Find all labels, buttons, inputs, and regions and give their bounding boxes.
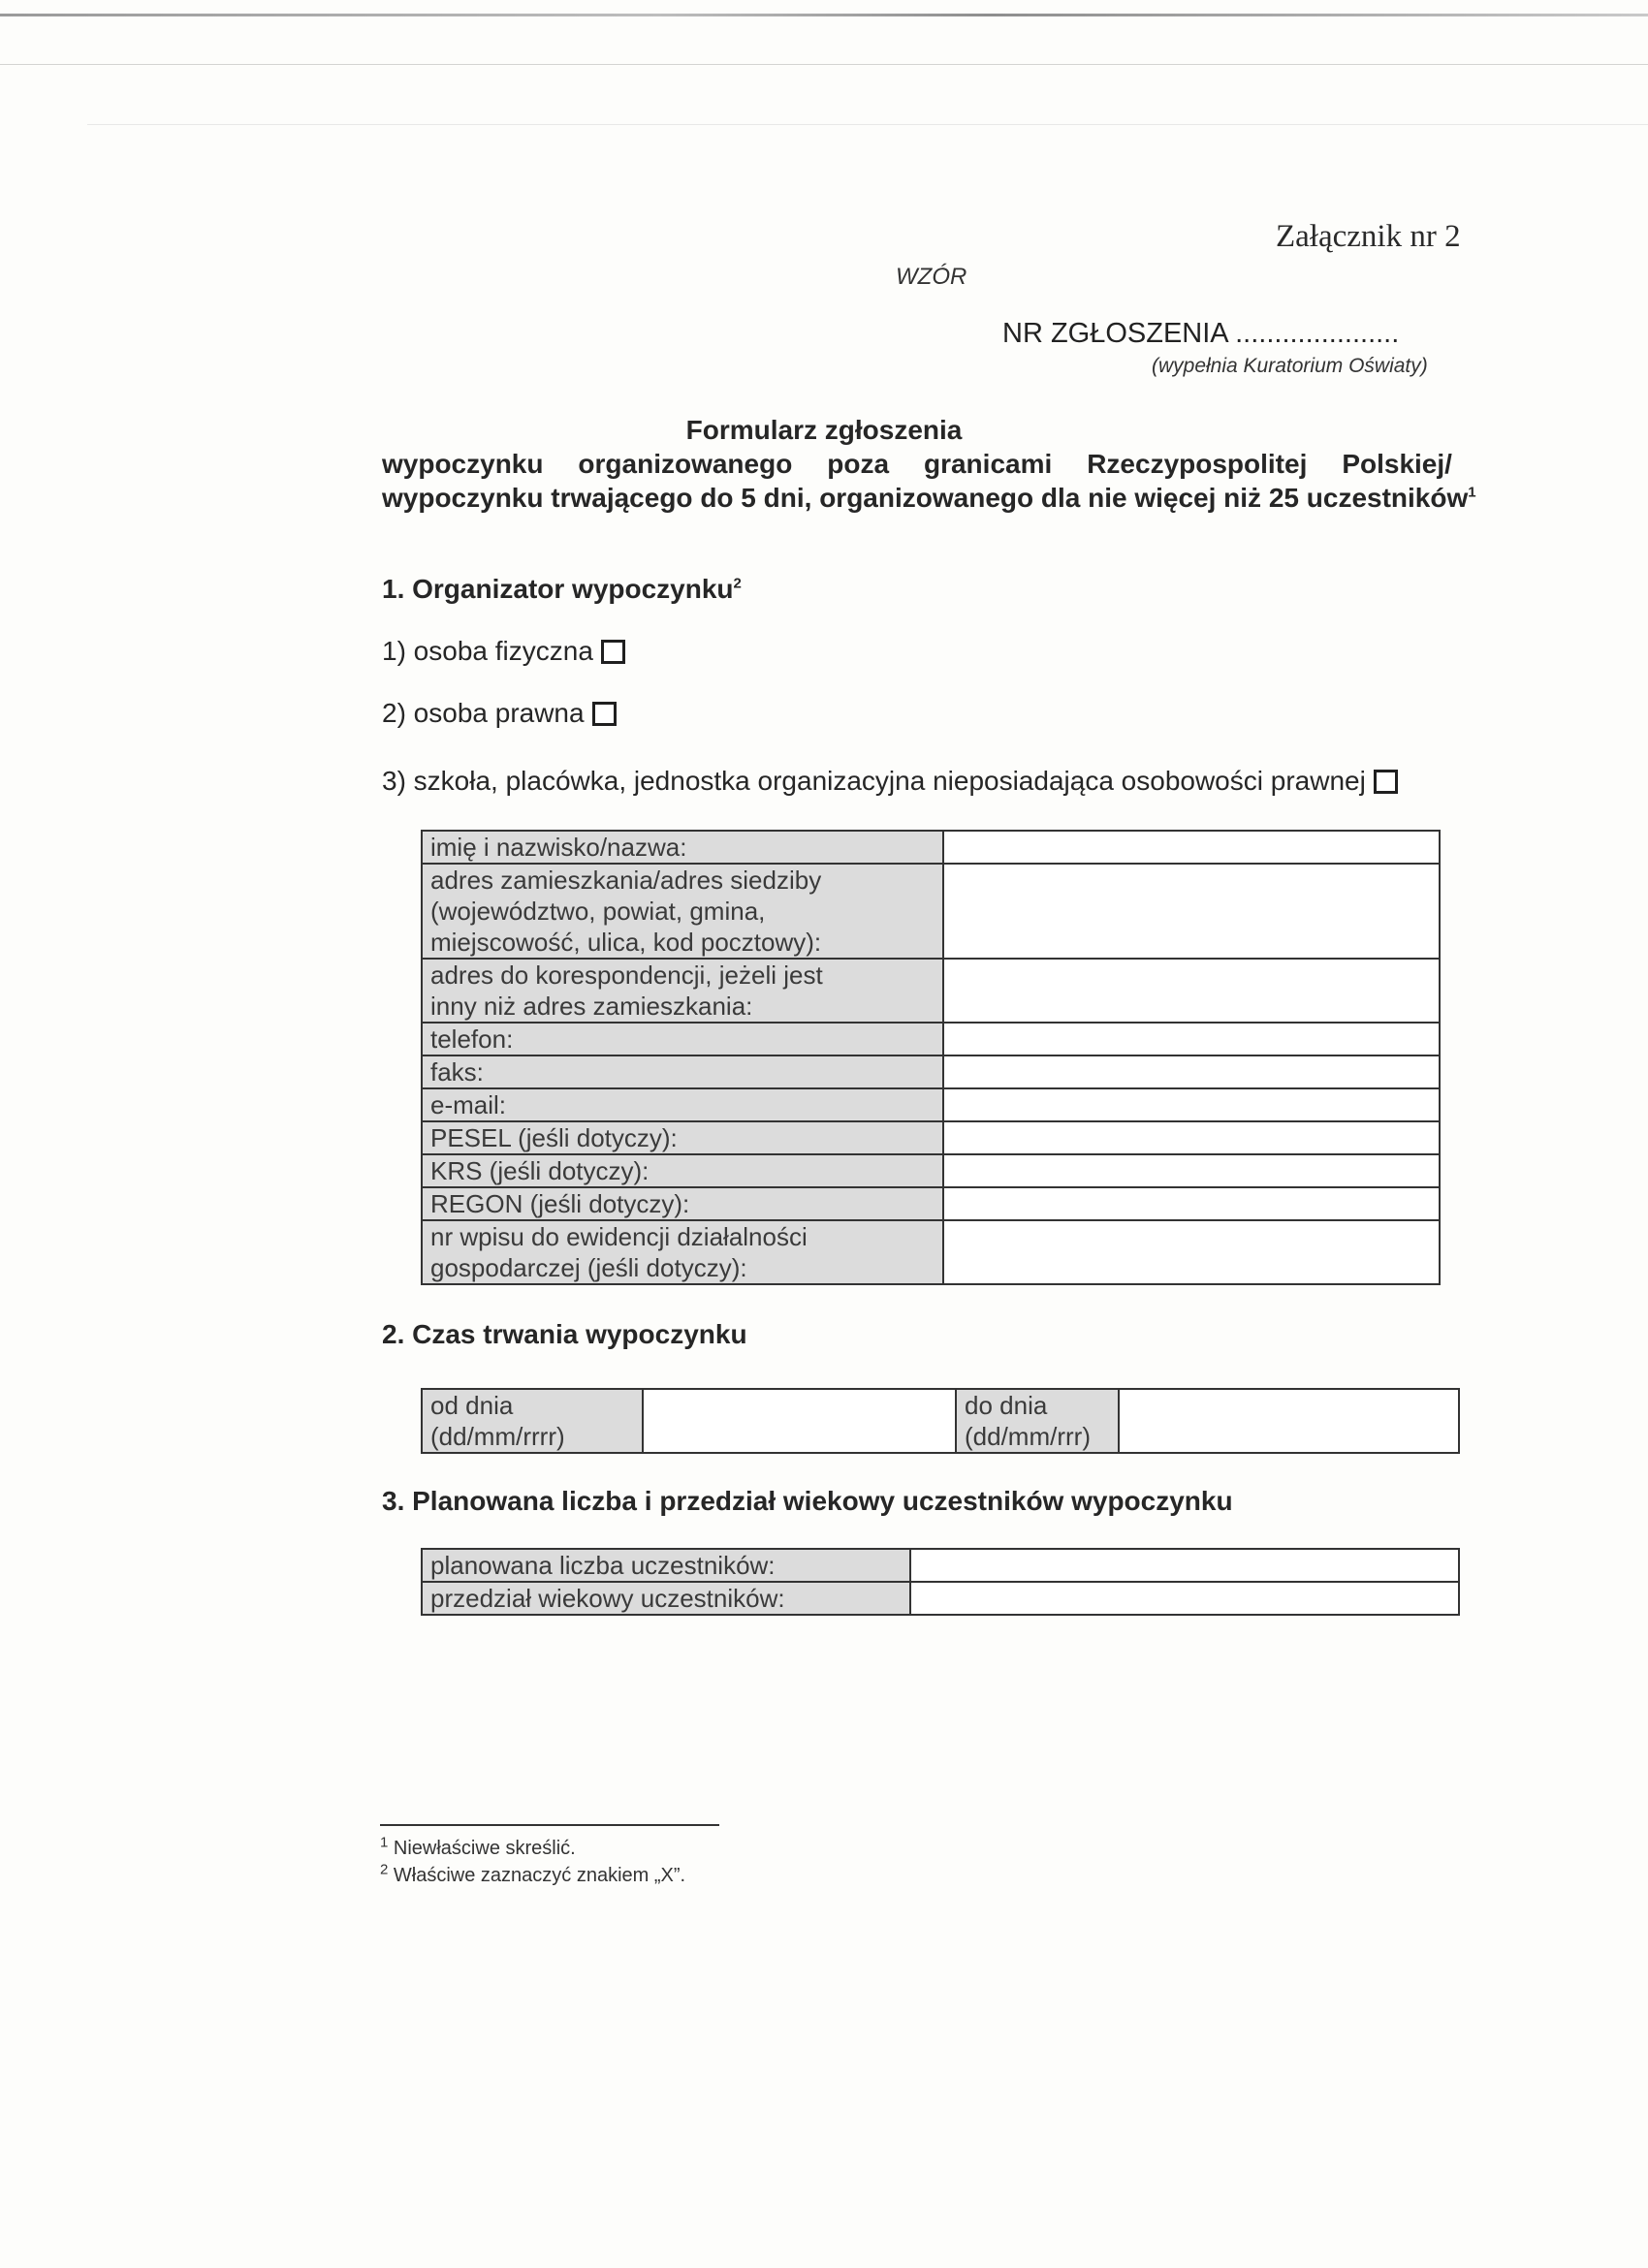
row-label	[422, 1220, 943, 1284]
label-line: inny niż adres zamieszkania:	[430, 992, 753, 1021]
label-line: adres do korespondencji, jeżeli jest	[430, 961, 823, 990]
footnote	[380, 1861, 686, 1887]
footnote-text: Właściwe zaznaczyć znakiem „X”.	[393, 1865, 686, 1886]
table-row	[422, 831, 1440, 864]
row-label	[422, 864, 943, 959]
footnote-ref: 2	[733, 575, 742, 592]
label-line: imię i nazwisko/nazwa:	[430, 833, 687, 862]
to-date-field[interactable]	[1119, 1389, 1459, 1453]
subtitle-word: organizowanego	[578, 449, 793, 479]
label-line: do dnia	[965, 1391, 1048, 1420]
fax-field[interactable]	[943, 1055, 1440, 1088]
scan-edge-line	[87, 124, 1648, 125]
subtitle-word: Rzeczypospolitej	[1087, 449, 1308, 479]
subtitle-word: granicami	[923, 449, 1053, 479]
subtitle-word: wypoczynku	[382, 449, 544, 479]
label-line: (dd/mm/rrrr)	[430, 1422, 565, 1451]
scan-edge-line	[0, 14, 1648, 16]
label-line: telefon:	[430, 1024, 514, 1054]
label-line: nr wpisu do ewidencji działalności	[430, 1222, 808, 1251]
label-line: faks:	[430, 1057, 484, 1087]
label-line: miejscowość, ulica, kod pocztowy):	[430, 928, 822, 957]
attachment-label: Załącznik nr 2	[1276, 219, 1461, 254]
duration-table	[421, 1388, 1460, 1454]
row-label	[422, 1187, 943, 1220]
label-line: KRS (jeśli dotyczy):	[430, 1156, 650, 1185]
row-label	[422, 831, 943, 864]
label-line: adres zamieszkania/adres siedziby	[430, 866, 822, 895]
participant-count-field[interactable]	[910, 1549, 1459, 1582]
label-line: gospodarczej (jeśli dotyczy):	[430, 1253, 747, 1282]
table-row	[422, 1023, 1440, 1055]
row-label	[422, 1121, 943, 1154]
row-label	[422, 959, 943, 1023]
footnote-number: 1	[380, 1834, 389, 1851]
option-school-unit	[382, 766, 1398, 797]
option-legal-person	[382, 698, 617, 729]
table-row	[422, 1055, 1440, 1088]
option-label: 2) osoba prawna	[382, 698, 585, 728]
subtitle-word: poza	[827, 449, 890, 479]
subtitle-word: Polskiej/	[1342, 449, 1452, 479]
row-label	[422, 1154, 943, 1187]
table-row	[422, 864, 1440, 959]
age-range-field[interactable]	[910, 1582, 1459, 1615]
section-2-heading: 2. Czas trwania wypoczynku	[382, 1319, 747, 1349]
regon-field[interactable]	[943, 1187, 1440, 1220]
name-field[interactable]	[943, 831, 1440, 864]
option-label: 3) szkoła, placówka, jednostka organizacyjna nieposiadająca osobowości prawnej	[382, 766, 1366, 796]
application-number: NR ZGŁOSZENIA .....................	[1002, 318, 1400, 349]
option-label: 1) osoba fizyczna	[382, 636, 593, 666]
application-number-note: (wypełnia Kuratorium Oświaty)	[1152, 355, 1428, 377]
krs-field[interactable]	[943, 1154, 1440, 1187]
label-line: REGON (jeśli dotyczy):	[430, 1189, 690, 1218]
checkbox[interactable]	[601, 640, 625, 664]
address-field[interactable]	[943, 864, 1440, 959]
subtitle-text: wypoczynku trwającego do 5 dni, organizowanego dla nie więcej niż 25 uczestników	[382, 483, 1469, 513]
label-line: (dd/mm/rrr)	[965, 1422, 1091, 1451]
table-row	[422, 1154, 1440, 1187]
email-field[interactable]	[943, 1088, 1440, 1121]
footnote-divider	[380, 1824, 719, 1826]
table-row	[422, 1121, 1440, 1154]
from-date-field[interactable]	[643, 1389, 956, 1453]
checkbox[interactable]	[592, 702, 617, 726]
form-title: Formularz zgłoszenia	[685, 415, 963, 445]
from-date-label	[422, 1389, 643, 1453]
footnote-number: 2	[380, 1861, 389, 1878]
table-row	[422, 1187, 1440, 1220]
template-label: WZÓR	[896, 264, 967, 290]
to-date-label	[956, 1389, 1119, 1453]
table-row	[422, 1088, 1440, 1121]
business-registry-field[interactable]	[943, 1220, 1440, 1284]
row-label: planowana liczba uczestników:	[422, 1549, 910, 1582]
scan-edge-line	[0, 64, 1648, 65]
label-line: (województwo, powiat, gmina,	[430, 897, 766, 926]
table-row	[422, 1582, 1459, 1615]
phone-field[interactable]	[943, 1023, 1440, 1055]
form-subtitle-line-2	[382, 483, 1476, 514]
footnote-text: Niewłaściwe skreślić.	[393, 1838, 576, 1859]
correspondence-address-field[interactable]	[943, 959, 1440, 1023]
label-line: e-mail:	[430, 1090, 507, 1119]
label-line: od dnia	[430, 1391, 514, 1420]
checkbox[interactable]	[1374, 770, 1398, 794]
row-label: przedział wiekowy uczestników:	[422, 1582, 910, 1615]
table-row	[422, 1389, 1459, 1453]
row-label	[422, 1023, 943, 1055]
row-label	[422, 1055, 943, 1088]
organizer-details-table	[421, 830, 1441, 1285]
table-row	[422, 1549, 1459, 1582]
section-1-heading	[382, 574, 742, 605]
participants-table	[421, 1548, 1460, 1616]
footnote-ref: 1	[1468, 484, 1476, 501]
table-row	[422, 1220, 1440, 1284]
section-1-title: 1. Organizator wypoczynku	[382, 574, 734, 604]
form-subtitle-line-1	[382, 449, 1452, 480]
row-label	[422, 1088, 943, 1121]
label-line: PESEL (jeśli dotyczy):	[430, 1123, 678, 1152]
footnote	[380, 1834, 576, 1860]
section-3-heading: 3. Planowana liczba i przedział wiekowy uczestników wypoczynku	[382, 1486, 1233, 1516]
pesel-field[interactable]	[943, 1121, 1440, 1154]
table-row	[422, 959, 1440, 1023]
option-natural-person	[382, 636, 625, 667]
